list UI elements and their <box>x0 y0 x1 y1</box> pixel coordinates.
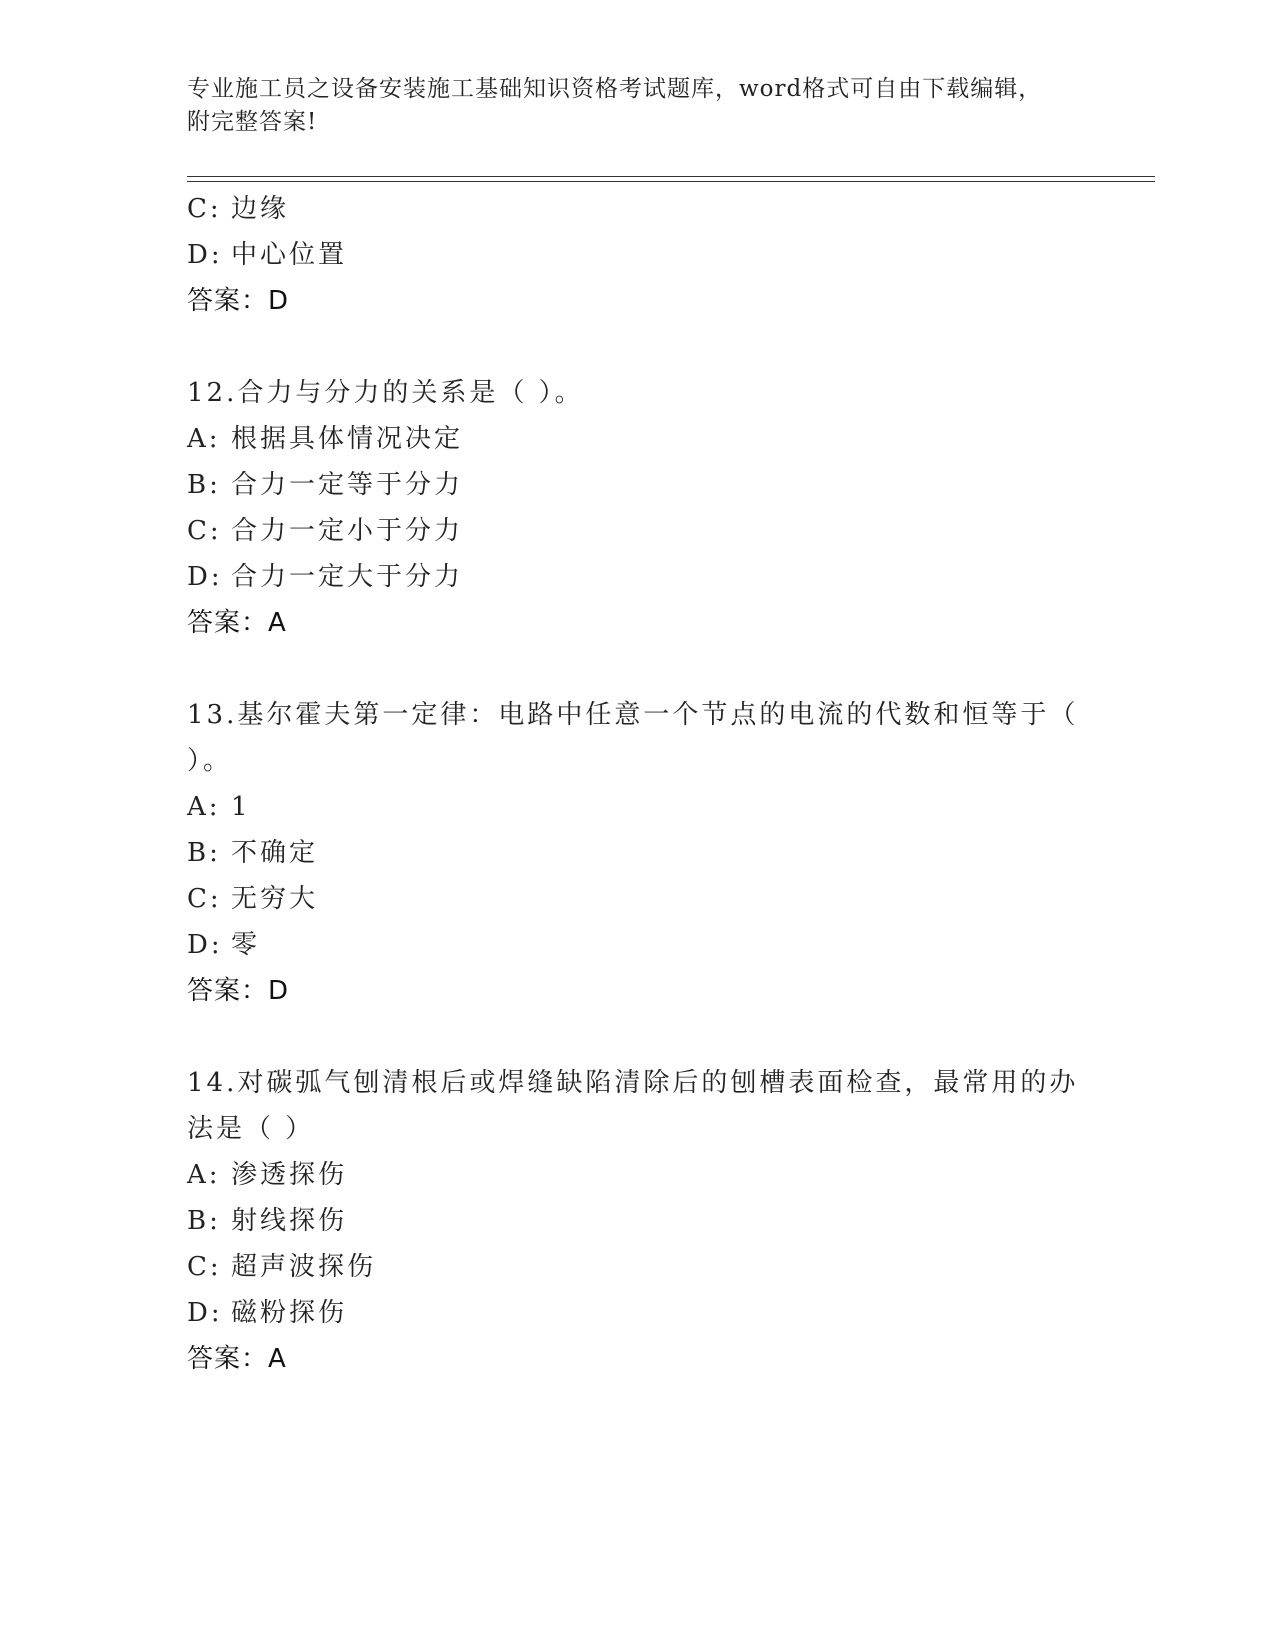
option-letter: C: <box>187 516 222 546</box>
option-letter: C: <box>187 884 222 914</box>
option-d <box>187 1290 1087 1336</box>
spacer <box>187 324 1087 370</box>
option-letter: B: <box>187 1206 221 1236</box>
option-text: 射线探伤 <box>231 1206 348 1236</box>
answer: 答案：D <box>187 286 290 316</box>
option-text: 超声波探伤 <box>231 1252 377 1282</box>
option-c <box>187 508 1087 554</box>
option-c <box>187 186 1087 232</box>
header-line-1: 专业施工员之设备安装施工基础知识资格考试题库，word格式可自由下载编辑， <box>187 76 1043 102</box>
option-text: 零 <box>231 930 261 960</box>
spacer <box>187 1014 1087 1060</box>
option-a <box>187 416 1087 462</box>
option-letter: D: <box>187 1298 223 1328</box>
question-stem-continued: 法是（ ） <box>187 1114 315 1144</box>
question-stem: 14.对碳弧气刨清根后或焊缝缺陷清除后的刨槽表面检查，最常用的办 <box>187 1068 1079 1098</box>
option-a <box>187 784 1087 830</box>
option-letter: B: <box>187 470 221 500</box>
document-header <box>187 73 1087 139</box>
option-text: 不确定 <box>231 838 319 868</box>
option-letter: C: <box>187 194 222 224</box>
option-text: 渗透探伤 <box>231 1160 348 1190</box>
question-list <box>187 186 1087 1382</box>
header-line-2: 附完整答案! <box>187 109 318 135</box>
answer: 答案：D <box>187 976 290 1006</box>
answer: 答案：A <box>187 1344 287 1374</box>
option-text: 合力一定小于分力 <box>231 516 464 546</box>
question-12 <box>187 370 1087 646</box>
answer: 答案：A <box>187 608 287 638</box>
option-text: 中心位置 <box>231 240 348 270</box>
option-letter: A: <box>187 1160 221 1190</box>
question-13 <box>187 692 1087 1014</box>
option-c <box>187 1244 1087 1290</box>
option-text: 1 <box>231 792 251 822</box>
option-letter: D: <box>187 240 223 270</box>
option-text: 磁粉探伤 <box>231 1298 348 1328</box>
question-stem: 12.合力与分力的关系是（ ）。 <box>187 378 584 408</box>
option-a <box>187 1152 1087 1198</box>
option-d <box>187 922 1087 968</box>
option-b <box>187 830 1087 876</box>
option-d <box>187 232 1087 278</box>
header-rule-bottom <box>187 181 1155 182</box>
option-letter: B: <box>187 838 221 868</box>
question-stem-continued: ）。 <box>187 746 233 776</box>
question-14 <box>187 1060 1087 1382</box>
option-text: 合力一定大于分力 <box>231 562 464 592</box>
option-letter: A: <box>187 424 221 454</box>
spacer <box>187 646 1087 692</box>
option-b <box>187 1198 1087 1244</box>
option-letter: C: <box>187 1252 222 1282</box>
option-letter: D: <box>187 562 223 592</box>
header-rule-top <box>187 176 1155 177</box>
option-c <box>187 876 1087 922</box>
option-text: 边缘 <box>231 194 290 224</box>
option-b <box>187 462 1087 508</box>
option-d <box>187 554 1087 600</box>
question-stem: 13.基尔霍夫第一定律：电路中任意一个节点的电流的代数和恒等于（ <box>187 700 1079 730</box>
option-text: 合力一定等于分力 <box>231 470 464 500</box>
option-letter: A: <box>187 792 221 822</box>
question-11-continued <box>187 186 1087 324</box>
option-letter: D: <box>187 930 223 960</box>
option-text: 无穷大 <box>231 884 319 914</box>
option-text: 根据具体情况决定 <box>231 424 464 454</box>
